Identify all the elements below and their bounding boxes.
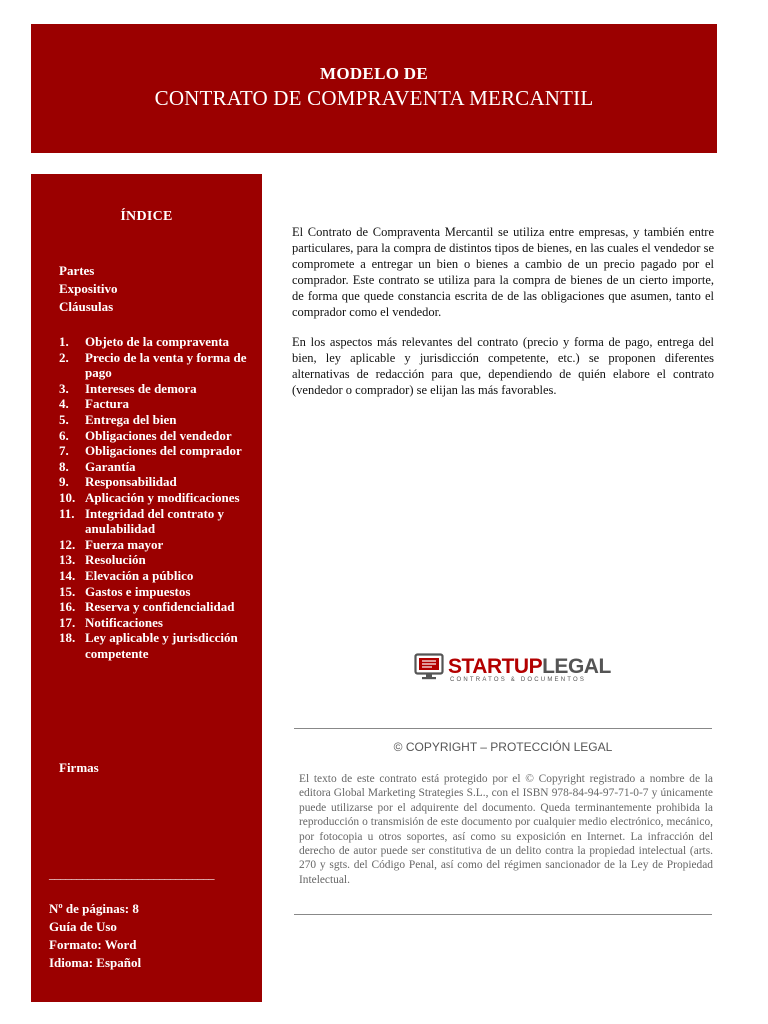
index-parts bbox=[59, 262, 118, 316]
clause-item: 7. Obligaciones del comprador bbox=[59, 443, 242, 459]
divider-bottom bbox=[294, 914, 712, 915]
clause-item: 12. Fuerza mayor bbox=[59, 536, 164, 552]
clause-item: 5. Entrega del bien bbox=[59, 411, 177, 427]
clause-list bbox=[59, 334, 259, 661]
intro-paragraph-1: El Contrato de Compraventa Mercantil se utiliza entre empresas, y también entre particulares, para la compra de distintos tipos de bienes, en las cuales el vendedor se compromete a entregar un bien o bienes a cambio de un precio pagado por el comprador. Este contrato se utiliza para la compra de bienes de un cierto importe, de forma que quede constancia escrita de de las obligaciones que asumen, tanto el comprador como el vendedor. bbox=[292, 225, 714, 319]
logo-word-startup: STARTUP bbox=[448, 655, 543, 678]
copyright-title: © COPYRIGHT – PROTECCIÓN LEGAL bbox=[393, 740, 613, 754]
clause-item: 17. Notificaciones bbox=[59, 614, 163, 630]
copyright-text: El texto de este contrato está protegido por el © Copyright registrado a nombre de la editora Global Marketing Strategies S.L., con el ISBN 978-84-94-97-71-0-7 y únicamente puede utilizarse por el adquirente del documento. Queda terminantemente prohibida la reproducción o transmisión de este documento por cualquier medio electrónico, mecánico, por fotocopia u otros soportes, así como su exposición en Internet. La infracción del derecho de autor puede ser constitutiva de un delito contra la propiedad intelectual (arts. 270 y sgts. del Código Penal, así como del régimen sancionador de la Ley de Propiedad Intelectual. bbox=[299, 773, 713, 886]
index-title: ÍNDICE bbox=[120, 209, 173, 224]
clause-item: 18. Ley aplicable y jurisdicción competente bbox=[59, 630, 238, 661]
meta-pages: Nº de páginas: 8 bbox=[49, 901, 139, 916]
intro-paragraph-2: En los aspectos más relevantes del contrato (precio y forma de pago, entrega del bien, ley aplicable y jurisdicción competente, etc.) se proponen diferentes alternativas de redacción para que, dependiendo de quién elabore el contrato (vendedor o comprador) se elijan las más favorables. bbox=[292, 335, 714, 397]
document-header bbox=[31, 24, 717, 153]
intro-text bbox=[292, 224, 714, 412]
clause-item: 11. Integridad del contrato y anulabilidad bbox=[59, 505, 225, 537]
clause-item: 3. Intereses de demora bbox=[59, 380, 197, 396]
divider-top bbox=[294, 728, 712, 729]
index-item-partes: Partes bbox=[59, 263, 95, 278]
clause-item: 10. Aplicación y modificaciones bbox=[59, 489, 240, 505]
logo-tagline: CONTRATOS & DOCUMENTOS bbox=[450, 677, 587, 683]
clause-item: 14. Elevación a público bbox=[59, 567, 194, 583]
clause-item: 8. Garantía bbox=[59, 458, 136, 474]
clause-item: 15. Gastos e impuestos bbox=[59, 583, 191, 599]
index-item-firmas: Firmas bbox=[59, 760, 99, 775]
clause-item: 13. Resolución bbox=[59, 552, 146, 568]
clause-item: 1. Objeto de la compraventa bbox=[59, 334, 230, 349]
monitor-document-icon bbox=[414, 653, 444, 681]
index-item-expositivo: Expositivo bbox=[59, 281, 118, 296]
meta-format: Formato: Word bbox=[49, 937, 137, 952]
clause-item: 16. Reserva y confidencialidad bbox=[59, 599, 235, 615]
index-item-clausulas: Cláusulas bbox=[59, 299, 114, 314]
sidebar-separator: ______________________________ bbox=[49, 867, 214, 881]
clause-item: 9. Responsabilidad bbox=[59, 474, 177, 490]
logo-word-legal: LEGAL bbox=[542, 655, 611, 678]
meta-guide: Guía de Uso bbox=[49, 919, 117, 934]
document-meta bbox=[49, 900, 141, 972]
document-title: CONTRATO DE COMPRAVENTA MERCANTIL bbox=[154, 86, 594, 110]
logo-wordmark bbox=[448, 655, 611, 679]
clause-item: 6. Obligaciones del vendedor bbox=[59, 427, 232, 443]
clause-item: 2. Precio de la venta y forma de pago bbox=[59, 349, 247, 381]
index-sidebar bbox=[31, 174, 262, 1002]
header-subtitle: MODELO DE bbox=[319, 64, 428, 83]
startuplegal-logo bbox=[414, 652, 611, 688]
meta-language: Idioma: Español bbox=[49, 955, 142, 970]
clause-item: 4. Factura bbox=[59, 396, 130, 412]
